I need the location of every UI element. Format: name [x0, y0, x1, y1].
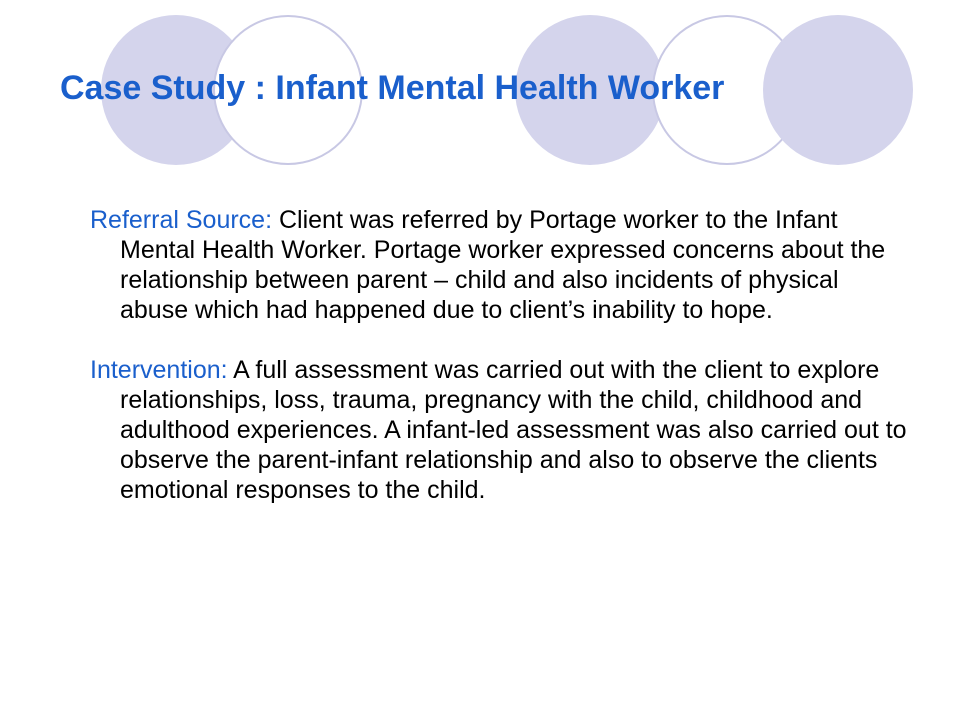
- intervention-text: A full assessment was carried out with the client to explore relationships, loss, trauma, pregnancy with the child, childhood and adulthood experiences. A infant-led assessment was also carried out to observe the parent-infant relationship and also to observe the clients emotional responses to the child.: [120, 356, 907, 504]
- slide-title: Case Study : Infant Mental Health Worker: [60, 69, 725, 107]
- referral-source-text: Client was referred by Portage worker to the Infant Mental Health Worker. Portage worker expressed concerns about the relationship between parent – child and also incidents of physical abuse which had happened due to client’s inability to hope.: [120, 206, 886, 324]
- intervention-label: Intervention:: [90, 356, 228, 384]
- intervention-paragraph: [90, 355, 910, 505]
- referral-source-paragraph: [90, 205, 910, 325]
- referral-source-label: Referral Source:: [90, 206, 273, 234]
- slide-body: [90, 205, 910, 535]
